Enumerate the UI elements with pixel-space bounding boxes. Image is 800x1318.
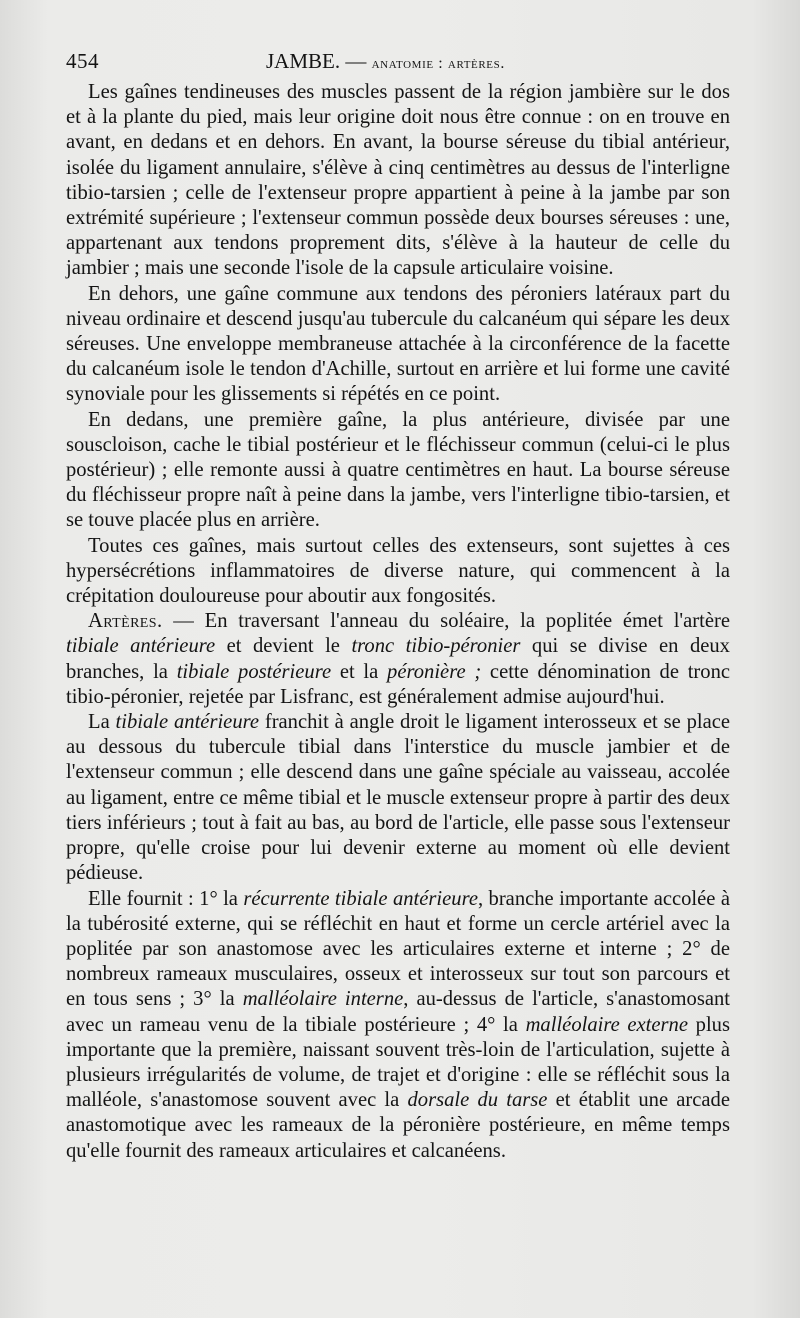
paragraph-arteries xyxy=(66,609,730,710)
section-heading-arteries: Artères. xyxy=(88,610,163,633)
paragraph-inner-sheaths: En dedans, une première gaîne, la plus antérieure, divisée par une souscloison, cache le tibial postérieur et le fléchisseur commun (celui-ci le plus postérieur) ; elle remonte aussi à quatre centimètres en haut. La bourse séreuse du fléchisseur propre naît à peine dans la jambe, vers l'interligne tibio-tarsien, et se touve placée plus en arrière. xyxy=(66,408,730,532)
paragraph-outer-sheaths: En dehors, une gaîne commune aux tendons des péroniers latéraux part du niveau ordinaire et descend jusqu'au tubercule du calcanéum qui sépare les deux séreuses. Une enveloppe membraneuse attachée à la circonférence de la facette du calcanéum isole le tendon d'Achille, surtout en arrière et lui forme une cavité synoviale pour les glissements si répétés en ce point. xyxy=(66,282,730,406)
running-title-subtitle: anatomie : artères. xyxy=(371,55,505,72)
text-run: et la xyxy=(331,660,388,683)
text-run: qui se divise en deux branches, la xyxy=(66,635,730,683)
text-run: La xyxy=(88,711,116,734)
italic-term: malléolaire interne xyxy=(242,988,404,1011)
page-header xyxy=(66,44,730,78)
paragraph-tendon-sheaths: Les gaînes tendineuses des muscles passent de la région jambière sur le dos et à la plante du pied, mais leur origine doit nous être connue : on en trouve en avant, en dedans et en dehors. En avant, la bourse séreuse du tibial antérieur, isolée du ligament annulaire, s'élève à cinq centimètres au dessus de l'interligne tibio-tarsien ; celle de l'extenseur propre appartient à peine à la jambe par son extrémité supérieure ; l'extenseur commun possède deux bourses séreuses : une, appartenant aux tendons proprement dits, s'élève à la hauteur de celle du jambier ; mais une seconde l'isole de la capsule articulaire voisine. xyxy=(66,81,730,280)
paragraph-pathology: Toutes ces gaînes, mais surtout celles des extenseurs, sont sujettes à ces hypersécrétions inflammatoires de diverse nature, qui commencent à la crépitation douloureuse pour aboutir aux fongosités. xyxy=(66,534,730,608)
running-title xyxy=(266,44,505,81)
text-run: plus importante que la première, naissant souvent très-loin de l'articulation, sujette à plusieurs irrégularités de volume, de trajet et d'origine : elle se réfléchit sous la malléole, s'anastomose souvent avec la xyxy=(66,1013,730,1112)
text-run: , au-dessus de l'article, s'anastomosant avec un rameau venu de la tibiale postérieure ; 4° la xyxy=(66,988,730,1036)
text-run: Elle fournit : 1° la xyxy=(88,887,244,910)
paragraph-anterior-tibial xyxy=(66,710,730,886)
text-run: franchit à angle droit le ligament interosseux et se place au dessous du tubercule tibial dans l'interstice du muscle jambier et de l'extenseur commun ; elle descend dans une gaîne spéciale au vaisseau, accolée au ligament, entre ce même tibial et le muscle extenseur propre à partir des deux tiers inférieurs ; tout à fait au bas, au bord de l'article, elle passe sous l'extenseur propre, qu'elle croise pour lui devenir externe au moment où elle devient pédieuse. xyxy=(66,711,731,885)
italic-term: récurrente tibiale antérieure xyxy=(243,887,478,910)
text-run: et devient le xyxy=(215,635,352,658)
italic-term: péronière ; xyxy=(387,660,482,683)
body-text xyxy=(66,80,730,1164)
italic-term: tibiale antérieure xyxy=(66,635,216,658)
paragraph-branches xyxy=(66,887,730,1164)
italic-term: tronc tibio-péronier xyxy=(351,635,521,658)
page-number: 454 xyxy=(66,49,99,73)
italic-term: tibiale antérieure xyxy=(115,711,260,734)
italic-term: malléolaire externe xyxy=(525,1013,688,1036)
running-title-dash: — xyxy=(345,49,367,73)
text-run: , branche importante accolée à la tubérosité externe, qui se réfléchit en haut et forme un cercle artériel avec la poplitée par son anastomose avec les articulaires externe et interne ; 2° de nombreux rameaux musculaires, osseux et interosseux sur tout son parcours et en tous sens ; 3° la xyxy=(66,887,730,1011)
italic-term: dorsale du tarse xyxy=(407,1089,548,1112)
text-run: — En traversant l'anneau du soléaire, la poplitée émet l'artère xyxy=(162,610,730,633)
running-title-main: JAMBE. xyxy=(266,49,341,73)
text-run: cette dénomination de tronc tibio-péronier, rejetée par Lisfranc, est généralement admise aujourd'hui. xyxy=(66,660,731,708)
italic-term: tibiale postérieure xyxy=(176,660,332,683)
text-run: et établit une arcade anastomotique avec les rameaux de la péronière postérieure, en même temps qu'elle fournit des rameaux articulaires et calcanéens. xyxy=(66,1089,730,1162)
